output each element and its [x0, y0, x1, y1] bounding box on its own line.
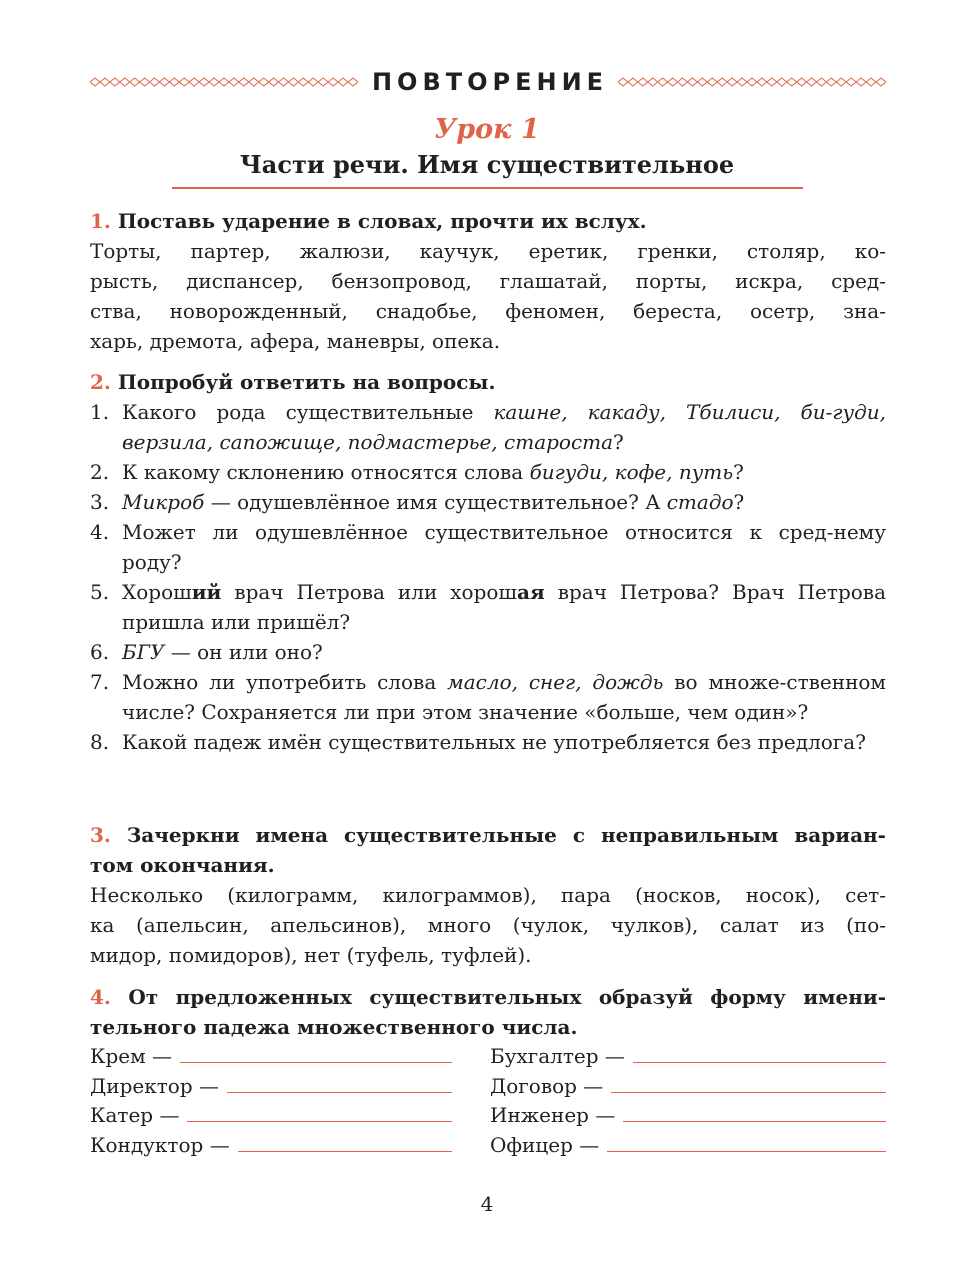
answer-blank[interactable] — [607, 1131, 886, 1152]
answer-word: Бухгалтер — — [490, 1044, 625, 1068]
task-2-number: 2. — [90, 370, 111, 394]
question-text: Может ли одушевлённое существительное относится к сред-нему роду? — [122, 520, 886, 574]
answer-word: Офицер — — [490, 1133, 600, 1157]
answer-word: Кондуктор — — [90, 1133, 230, 1157]
question-part: Можно ли употребить слова — [122, 670, 448, 694]
question-bold-ending: ая — [517, 580, 545, 604]
question-text — [122, 637, 886, 667]
question-italic: БГУ — [122, 640, 165, 664]
answer-line[interactable] — [90, 1100, 452, 1130]
task-3 — [90, 820, 886, 970]
question-italic: кашне, какаду, Тбилиси, би-гуди, верзила, сапожище, подмастерье, староста — [122, 400, 886, 454]
task-3-number: 3. — [90, 823, 111, 847]
answer-word: Катер — — [90, 1103, 180, 1127]
task-3-instruction: Зачеркни имена существительные с неправильным вариан- — [126, 823, 886, 847]
question-part: Хорош — [122, 580, 192, 604]
page-number: 4 — [480, 1192, 494, 1216]
task-3-line: ка (апельсин, апельсинов), много (чулок, чулков), салат из (по- — [90, 913, 886, 937]
question-text — [122, 397, 886, 457]
question-italic: стадо — [666, 490, 734, 514]
question-part: К какому склонению относятся слова — [122, 460, 530, 484]
question-part: врач Петрова? Врач Петрова пришла или пришёл? — [122, 580, 886, 634]
task-1-line: харь, дремота, афера, маневры, опека. — [90, 329, 501, 353]
question-number: 7. — [90, 670, 110, 694]
task-1-heading — [90, 206, 886, 236]
question-part: Какого рода существительные — [122, 400, 494, 424]
question-part: ? — [733, 490, 745, 514]
answer-word: Инженер — — [490, 1103, 616, 1127]
question-text — [122, 577, 886, 637]
answer-blank[interactable] — [633, 1042, 886, 1063]
question-italic: бигуди, кофе, путь — [529, 460, 734, 484]
task-3-heading-cont: том окончания. — [90, 853, 275, 877]
answer-line[interactable] — [90, 1071, 452, 1101]
answer-blank[interactable] — [180, 1042, 452, 1063]
ornament-right — [618, 77, 886, 87]
question-item — [90, 727, 886, 757]
question-text — [122, 457, 886, 487]
answer-line[interactable] — [490, 1100, 886, 1130]
task-1-line: рысть, диспансер, бензопровод, глашатай, порты, искра, сред- — [90, 269, 886, 293]
task-1 — [90, 206, 886, 356]
answer-blank[interactable] — [611, 1072, 886, 1093]
question-list — [90, 397, 886, 757]
task-4-instruction: От предложенных существительных образуй форму имени- — [128, 985, 886, 1009]
question-part: — он или оно? — [164, 640, 323, 664]
lesson-number: Урок 1 — [434, 114, 540, 145]
question-text — [122, 667, 886, 727]
lesson-title: Части речи. Имя существительное — [239, 150, 735, 179]
question-text — [122, 487, 886, 517]
answer-line[interactable] — [90, 1130, 452, 1160]
question-item — [90, 517, 886, 577]
question-part: врач Петрова или хорош — [221, 580, 518, 604]
answer-line[interactable] — [90, 1041, 452, 1071]
question-bold-ending: ий — [191, 580, 222, 604]
task-1-number: 1. — [90, 209, 111, 233]
answer-blank[interactable] — [227, 1072, 452, 1093]
task-3-heading — [90, 820, 886, 850]
task-3-line: мидор, помидоров), нет (туфель, туфлей). — [90, 943, 532, 967]
answer-word: Договор — — [490, 1074, 604, 1098]
question-number: 6. — [90, 640, 110, 664]
question-italic: Микроб — [122, 490, 205, 514]
question-item — [90, 457, 886, 487]
task-3-line: Несколько (килограмм, килограммов), пара (носков, носок), сет- — [90, 883, 886, 907]
answer-line[interactable] — [490, 1130, 886, 1160]
question-text: Какой падеж имён существительных не употребляется без предлога? — [122, 730, 866, 754]
question-number: 8. — [90, 730, 110, 754]
task-1-instruction: Поставь ударение в словах, прочти их вслух. — [117, 209, 647, 233]
question-part: — одушевлённое имя существительное? А — [204, 490, 667, 514]
question-italic: масло, снег, дождь — [447, 670, 664, 694]
answer-blank[interactable] — [623, 1101, 886, 1122]
task-1-line: Торты, партер, жалюзи, каучук, еретик, гренки, столяр, ко- — [90, 239, 886, 263]
question-number: 4. — [90, 520, 110, 544]
question-number: 3. — [90, 490, 110, 514]
answer-word: Крем — — [90, 1044, 173, 1068]
question-item — [90, 397, 886, 457]
question-number: 1. — [90, 400, 110, 424]
title-underline — [172, 187, 803, 189]
question-part: ? — [613, 430, 624, 454]
answer-word: Директор — — [90, 1074, 219, 1098]
question-item — [90, 667, 886, 727]
answer-blank[interactable] — [187, 1101, 452, 1122]
question-number: 5. — [90, 580, 110, 604]
task-4-heading-cont: тельного падежа множественного числа. — [90, 1015, 578, 1039]
task-4 — [90, 982, 886, 1042]
answer-blank[interactable] — [238, 1131, 452, 1152]
task-2-instruction: Попробуй ответить на вопросы. — [117, 370, 496, 394]
question-item — [90, 487, 886, 517]
question-item — [90, 637, 886, 667]
task-4-heading — [90, 982, 886, 1012]
question-part: ? — [733, 460, 744, 484]
ornament-left — [90, 77, 358, 87]
task-2-heading — [90, 367, 886, 397]
section-title: ПОВТОРЕНИЕ — [371, 68, 609, 96]
question-item — [90, 577, 886, 637]
task-4-number: 4. — [90, 985, 111, 1009]
task-1-line: ства, новорожденный, снадобье, феномен, береста, осетр, зна- — [90, 299, 886, 323]
question-part: во множе-ственном числе? Сохраняется ли при этом значение «больше, чем один»? — [122, 670, 886, 724]
question-number: 2. — [90, 460, 110, 484]
answer-line[interactable] — [490, 1041, 886, 1071]
section-header — [90, 64, 886, 100]
answer-line[interactable] — [490, 1071, 886, 1101]
